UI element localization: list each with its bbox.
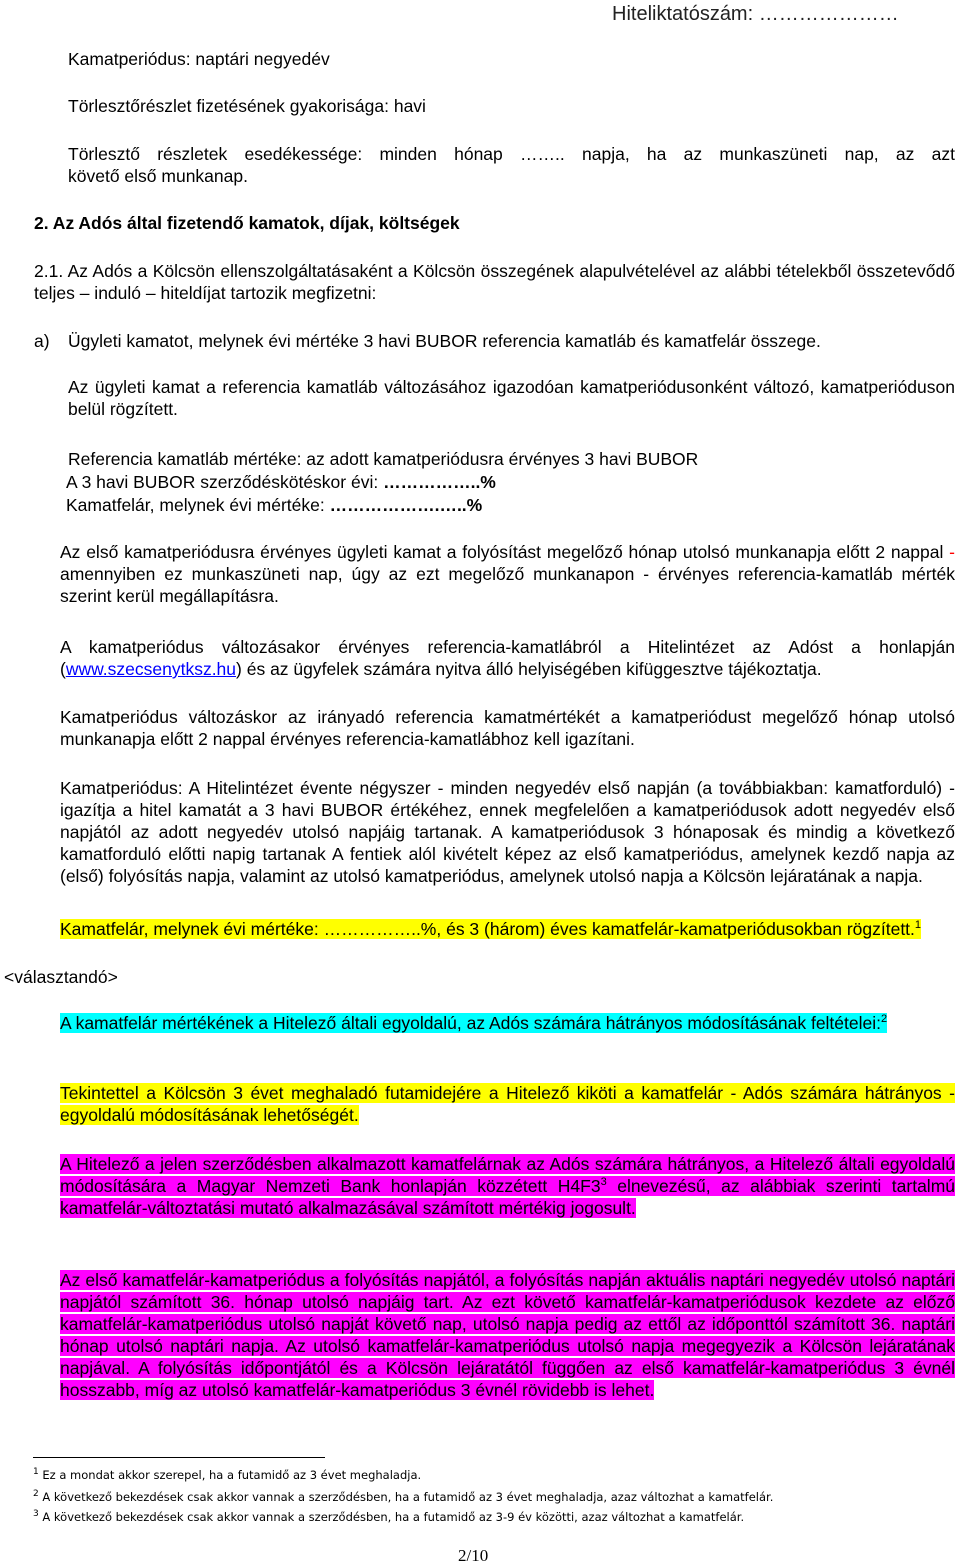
section-heading: 2. Az Adós által fizetendő kamatok, díjak, költségek [34, 213, 460, 233]
footnote-2: $^2$ A következő bekezdések csak akkor vannak a szerződésben, ha a futamidő az 3 évet meghaladja, azaz változhat a kamatfelár. [33, 1489, 774, 1504]
red-dash: - [949, 542, 955, 562]
reference-rate-line: Referencia kamatláb mértéke: az adott kamatperiódusra érvényes 3 havi BUBOR [68, 449, 699, 469]
adjustment-paragraph: Kamatperiódus változáskor az irányadó referencia kamatmértékét a kamatperiódust megelőző hónap utolsó munkanapja előtt 2 nappal érvényes referencia-kamatlábhoz kell igazítani. [60, 707, 955, 749]
repayment-frequency-line: Törlesztőrészlet fizetésének gyakorisága: havi [68, 96, 426, 116]
margin-line [66, 494, 482, 516]
margin-label: Kamatfelár, melynek évi mértéke: [66, 495, 330, 515]
footnote-ref-1: 1 [914, 919, 922, 932]
choose-marker: <választandó> [4, 967, 118, 987]
period-definition-paragraph: Kamatperiódus: A Hitelintézet évente négyszer - minden negyedév első napján (a továbbiakban: kamatforduló) - igazítja a hitel kamatát a 3 havi BUBOR értékéhez, ennek megfelelően a kamatperiódusok adott negyedév első napjától az adott negyedév utolsó napjáig tartanak. A kamatperiódusok 3 hónaposak és mindig a következő kamatforduló előtti napig tartanak A fentiek alól kivételt képez az első kamatperiódus, amelynek kezdő napja az (első) folyósítás napja, valamint az utolsó kamatperiódus, amelynek utolsó napja a Kölcsön lejáratának a napja. [60, 778, 955, 886]
yellow-paragraph [60, 1082, 955, 1126]
bubor-at-signing-line [66, 471, 496, 493]
yellow-highlight: Tekintettel a Kölcsön 3 évet meghaladó futamidejére a Hitelező kiköti a kamatfelár - Adós számára hátrányos - egyoldalú módosításának lehetőségét. [60, 1083, 955, 1125]
first-period-paragraph: Az első kamatperiódusra érvényes ügyleti kamat a folyósítást megelőző hónap utolsó munkanapja előtt 2 nappal - amennyiben ez munkaszüneti nap, úgy az ezt megelőző munkanapon - érvényes referencia-kamatláb mérték szerint kerül megállapításra. [60, 542, 955, 606]
bubor-label: A 3 havi BUBOR szerződéskötéskor évi: [66, 472, 384, 492]
interest-period-line: Kamatperiódus: naptári negyedév [68, 49, 330, 69]
item-a-label: a) [34, 331, 50, 351]
magenta-highlight-2: Az első kamatfelár-kamatperiódus a folyósítás napjától, a folyósítás napján aktuális naptári negyedév utolsó naptári napjától számított 36. hónap utolsó napjáig tart. Az ezt követő kamatfelár-kamatperiódusok kezdete az előző kamatfelár-kamatperiódus utolsó napját követő nap, utolsó napja pedig az ettől az időponttól számított 36. naptári hónap utolsó naptári napja. Az utolsó kamatfelár-kamatperiódus utolsó napja megegyezik a Kölcsön lejáratának napjával. A folyósítás időpontjától és a Kölcsön lejáratától függően az első kamatfelár-kamatperiódus 3 évnél hosszabb, míg az utolsó kamatfelár-kamatperiódus 3 évnél rövidebb is lehet. [60, 1270, 955, 1400]
item-a-text: Ügyleti kamatot, melynek évi mértéke 3 havi BUBOR referencia kamatláb és kamatfelár összege. [68, 331, 821, 351]
magenta-highlight-1: A Hitelező a jelen szerződésben alkalmazott kamatfelárnak az Adós számára hátrányos, a Hitelező általi egyoldalú módosítására a Magyar Nemzeti Bank honlapján közzétett $H4F3^3$ elnevezésű, az alábbiak szerinti tartalmú kamatfelár-változtatási mutató alkalmazásával számított mértékig jogosult. [60, 1154, 955, 1218]
due-date-line-2: követő első munkanap. [68, 166, 248, 186]
footnote-3: $^3$ A következő bekezdések csak akkor vannak a szerződésben, ha a futamidő az 3-9 év közötti, azaz változhat a kamatfelár. [33, 1509, 745, 1524]
item-a-paragraph: Az ügyleti kamat a referencia kamatláb változásához igazodóan kamatperiódusonként változó, kamatperióduson belül rögzített. [68, 377, 955, 419]
margin-value: ……………….…..% [329, 495, 483, 515]
footnote-1: $^1$ Ez a mondat akkor szerepel, ha a futamidő az 3 évet meghaladja. [33, 1467, 422, 1482]
bubor-value: ……………..% [383, 472, 496, 492]
magenta-paragraph-2 [60, 1269, 955, 1401]
contract-number: Hiteliktatószám: ………………… [612, 3, 899, 25]
footnote-ref-3: 3 [600, 1176, 607, 1189]
cyan-paragraph [60, 1012, 955, 1034]
margin-fixed-highlight: Kamatfelár, melynek évi mértéke: ……………..%, és 3 (három) éves kamatfelár-kamatperiódusokban rögzített.$^1$ [60, 919, 922, 939]
page-number: 2/10 [458, 1546, 489, 1565]
notification-paragraph: A kamatperiódus változásakor érvényes referencia-kamatlábról a Hitelintézet az Adóst a honlapján (www.szecsenytksz.hu) és az ügyfelek számára nyitva álló helyiségében kifüggesztve tájékoztatja. [60, 637, 955, 679]
website-link[interactable]: www.szecsenytksz.hu [65, 659, 237, 679]
footnote-ref-2: 2 [881, 1013, 888, 1026]
footnote-separator [33, 1457, 325, 1458]
paragraph-2-1: 2.1. Az Adós a Kölcsön ellenszolgáltatásaként a Kölcsön összegének alapulvételével az alábbi tételekből összetevődő teljes – induló – hiteldíjat tartozik megfizetni: [34, 261, 955, 303]
margin-fixed-paragraph [60, 918, 955, 940]
due-date-line-1: Törlesztő részletek esedékessége: minden hónap …….. napja, ha az munkaszüneti nap, az azt [68, 144, 955, 164]
cyan-highlight: A kamatfelár mértékének a Hitelező általi egyoldalú, az Adós számára hátrányos módosításának feltételei:$^2$ [60, 1013, 888, 1033]
magenta-paragraph-1 [60, 1153, 955, 1219]
